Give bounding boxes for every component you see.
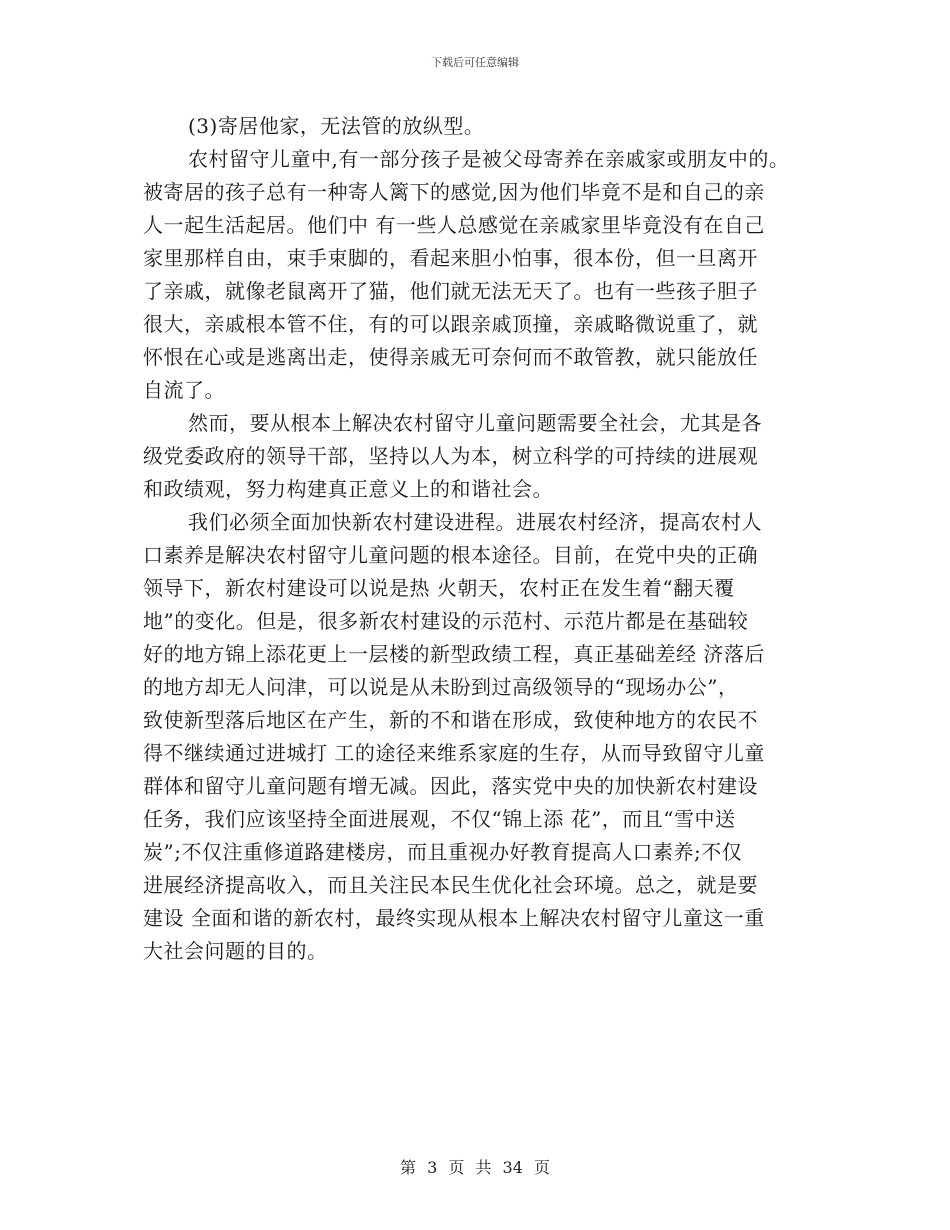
text-line: 大社会问题的目的。: [143, 939, 328, 963]
text-line: 被寄居的孩子总有一种寄人篱下的感觉,因为他们毕竟不是和自己的亲: [143, 180, 765, 204]
text-line: 地”的变化。但是，很多新农村建设的示范村、示范片都是在基础较: [143, 609, 749, 633]
document-body: [143, 110, 823, 968]
text-line: 口素养是解决农村留守儿童问题的根本途径。目前，在党中央的正确: [143, 543, 758, 567]
text-line: (3)寄居他家，无法管的放纵型。: [188, 114, 485, 138]
text-line: 和政绩观，努力构建真正意义上的和谐社会。: [143, 477, 553, 501]
text-line: 任务，我们应该坚持全面进展观，不仅“锦上添 花”，而且“雪中送: [143, 807, 736, 831]
text-line: 领导下，新农村建设可以说是热 火朝天，农村正在发生着“翻天覆: [143, 576, 735, 600]
text-line: 自流了。: [143, 378, 225, 402]
text-line: 怀恨在心或是逃离出走，使得亲戚无可奈何而不敢管教，就只能放任: [143, 345, 758, 369]
text-line: 炭”;不仅注重修道路建楼房，而且重视办好教育提高人口素养;不仅: [143, 840, 743, 864]
text-line: 好的地方锦上添花更上一层楼的新型政绩工程，真正基础差经 济落后: [143, 642, 765, 666]
text-line: 农村留守儿童中,有一部分孩子是被父母寄养在亲戚家或朋友中的。: [188, 147, 790, 171]
text-line: 了亲戚，就像老鼠离开了猫，他们就无法无天了。也有一些孩子胆子: [143, 279, 758, 303]
text-line: 得不继续通过进城打 工的途径来维系家庭的生存，从而导致留守儿童: [143, 741, 765, 765]
text-line: 我们必须全面加快新农村建设进程。进展农村经济，提高农村人: [188, 510, 762, 534]
text-line: 的地方却无人问津，可以说是从未盼到过高级领导的“现场办公”，: [143, 675, 739, 699]
text-line: 建设 全面和谐的新农村，最终实现从根本上解决农村留守儿童这一重: [143, 906, 765, 930]
page-header-note: 下载后可任意编辑: [431, 56, 519, 69]
text-line: 级党委政府的领导干部，坚持以人为本，树立科学的可持续的进展观: [143, 444, 758, 468]
text-line: 很大，亲戚根本管不住，有的可以跟亲戚顶撞，亲戚略微说重了，就: [143, 312, 758, 336]
text-line: 人一起生活起居。他们中 有一些人总感觉在亲戚家里毕竟没有在自己: [143, 213, 765, 237]
text-line: 然而，要从根本上解决农村留守儿童问题需要全社会，尤其是各: [188, 411, 762, 435]
text-line: 致使新型落后地区在产生，新的不和谐在形成，致使种地方的农民不: [143, 708, 758, 732]
page-number-footer: 第 3 页 共 34 页: [400, 1158, 550, 1177]
text-line: 进展经济提高收入，而且关注民本民生优化社会环境。总之，就是要: [143, 873, 758, 897]
text-line: 群体和留守儿童问题有增无减。因此，落实党中央的加快新农村建设: [143, 774, 758, 798]
text-line: 家里那样自由，束手束脚的，看起来胆小怕事，很本份，但一旦离开: [143, 246, 758, 270]
